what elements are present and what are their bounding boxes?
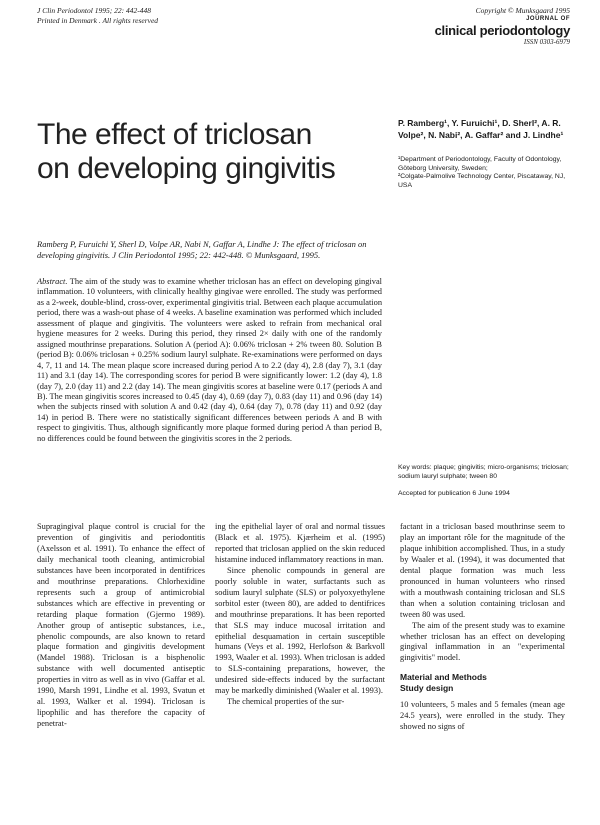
paragraph: factant in a triclosan based mouthrinse seem to play an important rôle for the magnitude of the plaque inhibition accomplished. Thus, in a study by Waaler et al. (1994), it was documented that dental plaque formation was much less pronounced in human volunteers who rinsed with a mouthwash containing triclosan and SLS than when a solution containing triclosan and tween 80 was used. [400, 522, 565, 619]
abstract-text: The aim of the study was to examine whether triclosan has an effect on developing gingival inflammation. 10 volunteers, with clinically healthy gingivae were enrolled. The study was performed as a 2-week, double-blind, cross-over, experimental gingivitis trial. Between each plaque accumulation period, there was a wash-out phase of 4 weeks. A baseline examination was performed which included assessment of plaque and gingivitis. The volunteers were asked to refrain from mechanical oral hygiene measures for 2 weeks. During this period, they rinsed 2× daily with one of the randomly assigned mouthrinse preparations. Solution A (period A): 0.06% triclosan + 2% tween 80. Solution B (period B): 0.06% triclosan + 0.25% sodium lauryl sulphate. Re-examinations were performed on days 4, 7, 11 and 14. The mean plaque score increased during period A to 2.2 (day 4), 2.8 (day 7), 3.1 (day 11) and 3.1 (day 14). The corresponding scores for period B were significantly lower: 1.2 (day 4), 1.8 (day 7), 2.0 (day 11) and 2.2 (day 14). The mean gingivitis scores at baseline were 0.17 (periods A and B). The mean gingivitis scores increased to 0.45 (day 4), 0.69 (day 7), 0.83 (day 11) and 0.96 (day 14) when the subjects rinsed with solution A and 0.42 (day 4), 0.64 (day 7), 0.78 (day 11) and 0.92 (day 14) in period B. There were no statistically significant differences between periods A and B with respect to gingivitis. Thus, although significantly more plaque formed during period A than period B, no differences could be found between the gingivitis scores in the 2 periods. [37, 277, 383, 443]
body-column-1 [37, 522, 205, 730]
journal-name: clinical periodontology [434, 23, 570, 38]
paragraph: Since phenolic compounds in general are poorly soluble in water, surfactants such as sodium lauryl sulphate (SLS) or polyoxyethylene sorbitol ester (tween 80), are added to dentifrices and mouthrinse preparations. It has been reported that SLS may induce mucosal irritation and epithelial desquamation in certain susceptible humans (Veys et al. 1992, Herlofson & Barkvoll 1993, Waaler et al. 1993). When triclosan is added to SLS-containing preparations, however, the undesired side-effects induced by the surfactant may be markedly diminished (Waaler et al. 1993). [215, 565, 385, 696]
affiliation-2: ²Colgate-Palmolive Technology Center, Piscataway, NJ, USA [398, 173, 566, 189]
issn-line: ISSN 0303-6979 [523, 38, 570, 46]
paragraph: 10 volunteers, 5 males and 5 females (mean age 24.5 years), were enrolled in the study. They showed no signs of [400, 700, 565, 732]
section-heading: Material and Methods [400, 672, 487, 683]
accepted-date: Accepted for publication 6 June 1994 [398, 490, 510, 497]
running-header-left [37, 6, 158, 26]
journal-reference: J Clin Periodontol 1995; 22: 442-448 [37, 6, 151, 15]
printed-note: Printed in Denmark . All rights reserved [37, 16, 159, 25]
citation: Ramberg P, Furuichi Y, Sherl D, Volpe AR, Nabi N, Gaffar A, Lindhe J: The effect of triclosan on developing gingivitis. J Clin Periodontol 1995; 22: 442-448. © Munksgaard, 1995. [37, 239, 367, 260]
copyright-line: Copyright © Munksgaard 1995 [475, 6, 570, 15]
body-column-2 [215, 522, 385, 708]
article-title: The effect of triclosan on developing gingivitis [37, 118, 336, 185]
paragraph: The aim of the present study was to examine whether triclosan has an effect on developing gingival inflammation in an "experimental gingivitis" model. [400, 620, 565, 663]
journal-name-small: JOURNAL OF [526, 16, 570, 22]
keywords: Key words: plaque; gingivitis; micro-organisms; triclosan; sodium lauryl sulphate; tween 80 [398, 464, 569, 480]
journal-masthead [370, 6, 570, 47]
affiliation-1: ¹Department of Periodontology, Faculty of Odontology, Göteborg University, Sweden; [398, 156, 562, 172]
abstract [37, 277, 382, 444]
abstract-label: Abstract. [37, 277, 68, 286]
paragraph: The chemical properties of the sur- [227, 697, 345, 707]
intro-paragraph: Supragingival plaque control is crucial for the prevention of gingivitis and periodontitis (Axelsson et al. 1991). To enhance the effect of daily mechanical tooth cleaning, antimicrobial substances have been incorporated in dentifrices and mouthrinse preparations. Chlorhexidine represents such a group of antimicrobial substances which are effective in preventing or retarding plaque formation (Gjermo 1989). Another group of antiseptic substances, i.e., phenolic compounds, are also known to retard plaque formation and gingivitis development (Mandel 1988). Triclosan is a bisphenolic substance with well documented antiseptic properties in vitro as well as in vivo (Gaffar et al. 1990, Marsh 1991, Lindhe et al. 1993, Svatun et al. 1993, Walker et al. 1994). Triclosan is lipophilic and has therefore the capacity of penetrat- [37, 522, 205, 729]
author-list: P. Ramberg¹, Y. Furuichi¹, D. Sherl², A. R. Volpe², N. Nabi², A. Gaffar² and J. Lindhe¹ [398, 118, 564, 140]
paragraph: ing the epithelial layer of oral and normal tissues (Black et al. 1975). Kjærheim et al. (1995) reported that triclosan applied on the skin reduced histamine induced inflammatory reactions in man. [215, 522, 385, 564]
body-column-3 [400, 522, 565, 733]
subsection-heading: Study design [400, 683, 454, 694]
affiliations [398, 156, 578, 190]
